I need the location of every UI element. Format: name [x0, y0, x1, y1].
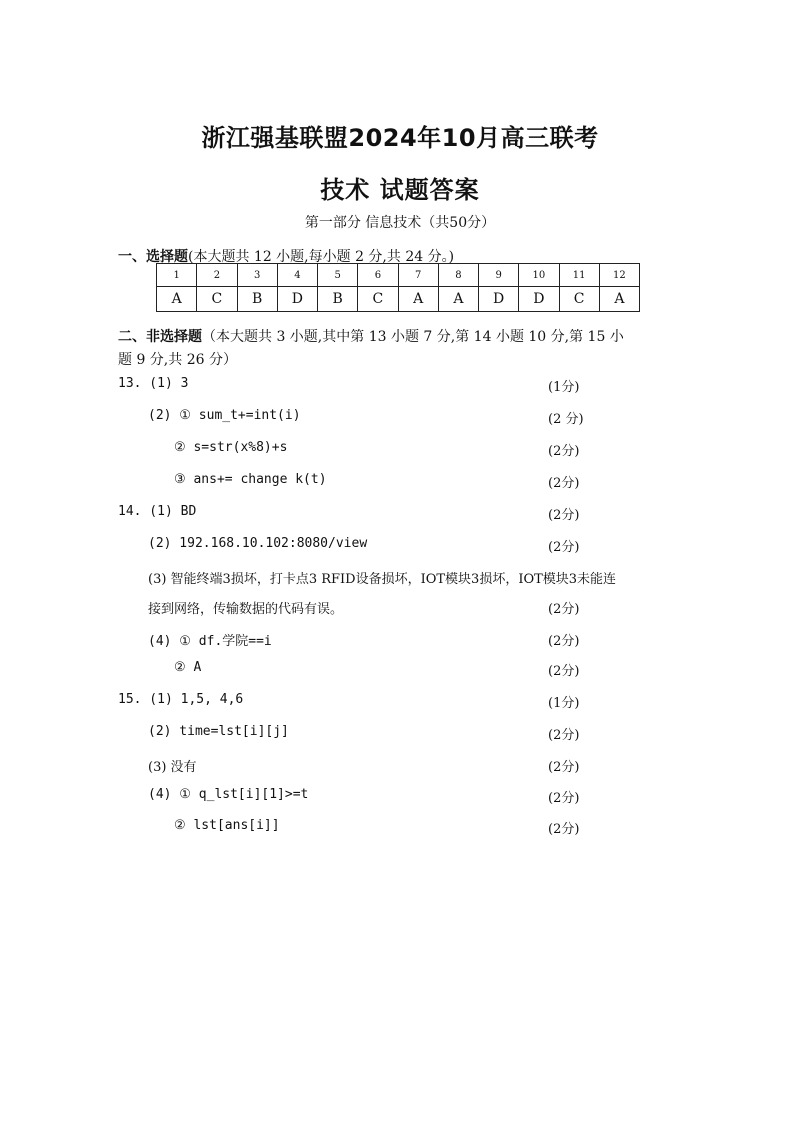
- score-label: (1分): [548, 380, 580, 395]
- answer-cell: C: [358, 287, 398, 312]
- multiple-choice-answer-table: [156, 263, 640, 312]
- question-number: 6: [358, 264, 398, 287]
- answer-cell: D: [479, 287, 519, 312]
- part-heading: 第一部分 信息技术（共50分）: [304, 215, 496, 231]
- section1-desc: (本大题共 12 小题,每小题 2 分,共 24 分。): [188, 249, 455, 265]
- table-row-numbers: [157, 264, 640, 287]
- question-number: 10: [519, 264, 559, 287]
- score-label: (2分): [548, 602, 580, 617]
- answer-line: (4) ① df.学院==i: [148, 634, 272, 649]
- section1-heading: 一、选择题: [118, 249, 188, 265]
- answer-line: (3) 智能终端3损坏，打卡点3 RFID设备损坏，IOT模块3损坏，IOT模块3未能连: [148, 572, 617, 587]
- section2-heading-row: [118, 326, 624, 346]
- score-label: (2分): [548, 822, 580, 837]
- score-label: (2分): [548, 728, 580, 743]
- section2-desc-line1: （本大题共 3 小题,其中第 13 小题 7 分,第 14 小题 10 分,第 15 小: [202, 329, 624, 345]
- score-label: (2分): [548, 760, 580, 775]
- answer-line: ② s=str(x%8)+s: [174, 440, 288, 455]
- score-label: (2分): [548, 540, 580, 555]
- answer-cell: C: [559, 287, 599, 312]
- question-number: 5: [318, 264, 358, 287]
- answer-line: 接到网络，传输数据的代码有误。: [148, 602, 344, 617]
- score-label: (2分): [548, 476, 580, 491]
- answer-line: (2) ① sum_t+=int(i): [148, 408, 301, 423]
- answer-line: ② A: [174, 660, 202, 675]
- score-label: (1分): [548, 696, 580, 711]
- answer-cell: B: [237, 287, 277, 312]
- question-number: 2: [197, 264, 237, 287]
- question-number: 7: [398, 264, 438, 287]
- document-subtitle: 技术 试题答案: [320, 176, 480, 204]
- question-number: 1: [157, 264, 197, 287]
- score-label: (2分): [548, 791, 580, 806]
- answer-line: 13. (1) 3: [118, 376, 189, 391]
- score-label: (2分): [548, 634, 580, 649]
- answer-line: 14. (1) BD: [118, 504, 197, 519]
- question-number: 8: [438, 264, 478, 287]
- question-number: 11: [559, 264, 599, 287]
- question-number: 4: [277, 264, 317, 287]
- answer-cell: B: [318, 287, 358, 312]
- document-title: 浙江强基联盟2024年10月高三联考: [201, 124, 599, 152]
- question-number: 9: [479, 264, 519, 287]
- answer-cell: A: [398, 287, 438, 312]
- table-row-answers: [157, 287, 640, 312]
- answer-cell: C: [197, 287, 237, 312]
- section2-heading: 二、非选择题: [118, 329, 202, 345]
- answer-line: (4) ① q_lst[i][1]>=t: [148, 787, 309, 802]
- question-number: 3: [237, 264, 277, 287]
- answer-line: ② lst[ans[i]]: [174, 818, 280, 833]
- answer-line: (2) time=lst[i][j]: [148, 724, 289, 739]
- answer-line: (3) 没有: [148, 760, 197, 775]
- answer-cell: A: [599, 287, 639, 312]
- answer-cell: A: [438, 287, 478, 312]
- answer-cell: A: [157, 287, 197, 312]
- score-label: (2分): [548, 444, 580, 459]
- section2-desc-line2: 题 9 分,共 26 分）: [118, 352, 237, 368]
- score-label: (2 分): [548, 412, 584, 427]
- score-label: (2分): [548, 664, 580, 679]
- answer-line: 15. (1) 1,5, 4,6: [118, 692, 244, 707]
- score-label: (2分): [548, 508, 580, 523]
- answer-line: ③ ans+= change k(t): [174, 472, 327, 487]
- question-number: 12: [599, 264, 639, 287]
- answer-cell: D: [277, 287, 317, 312]
- answer-line: (2) 192.168.10.102:8080/view: [148, 536, 368, 551]
- answer-cell: D: [519, 287, 559, 312]
